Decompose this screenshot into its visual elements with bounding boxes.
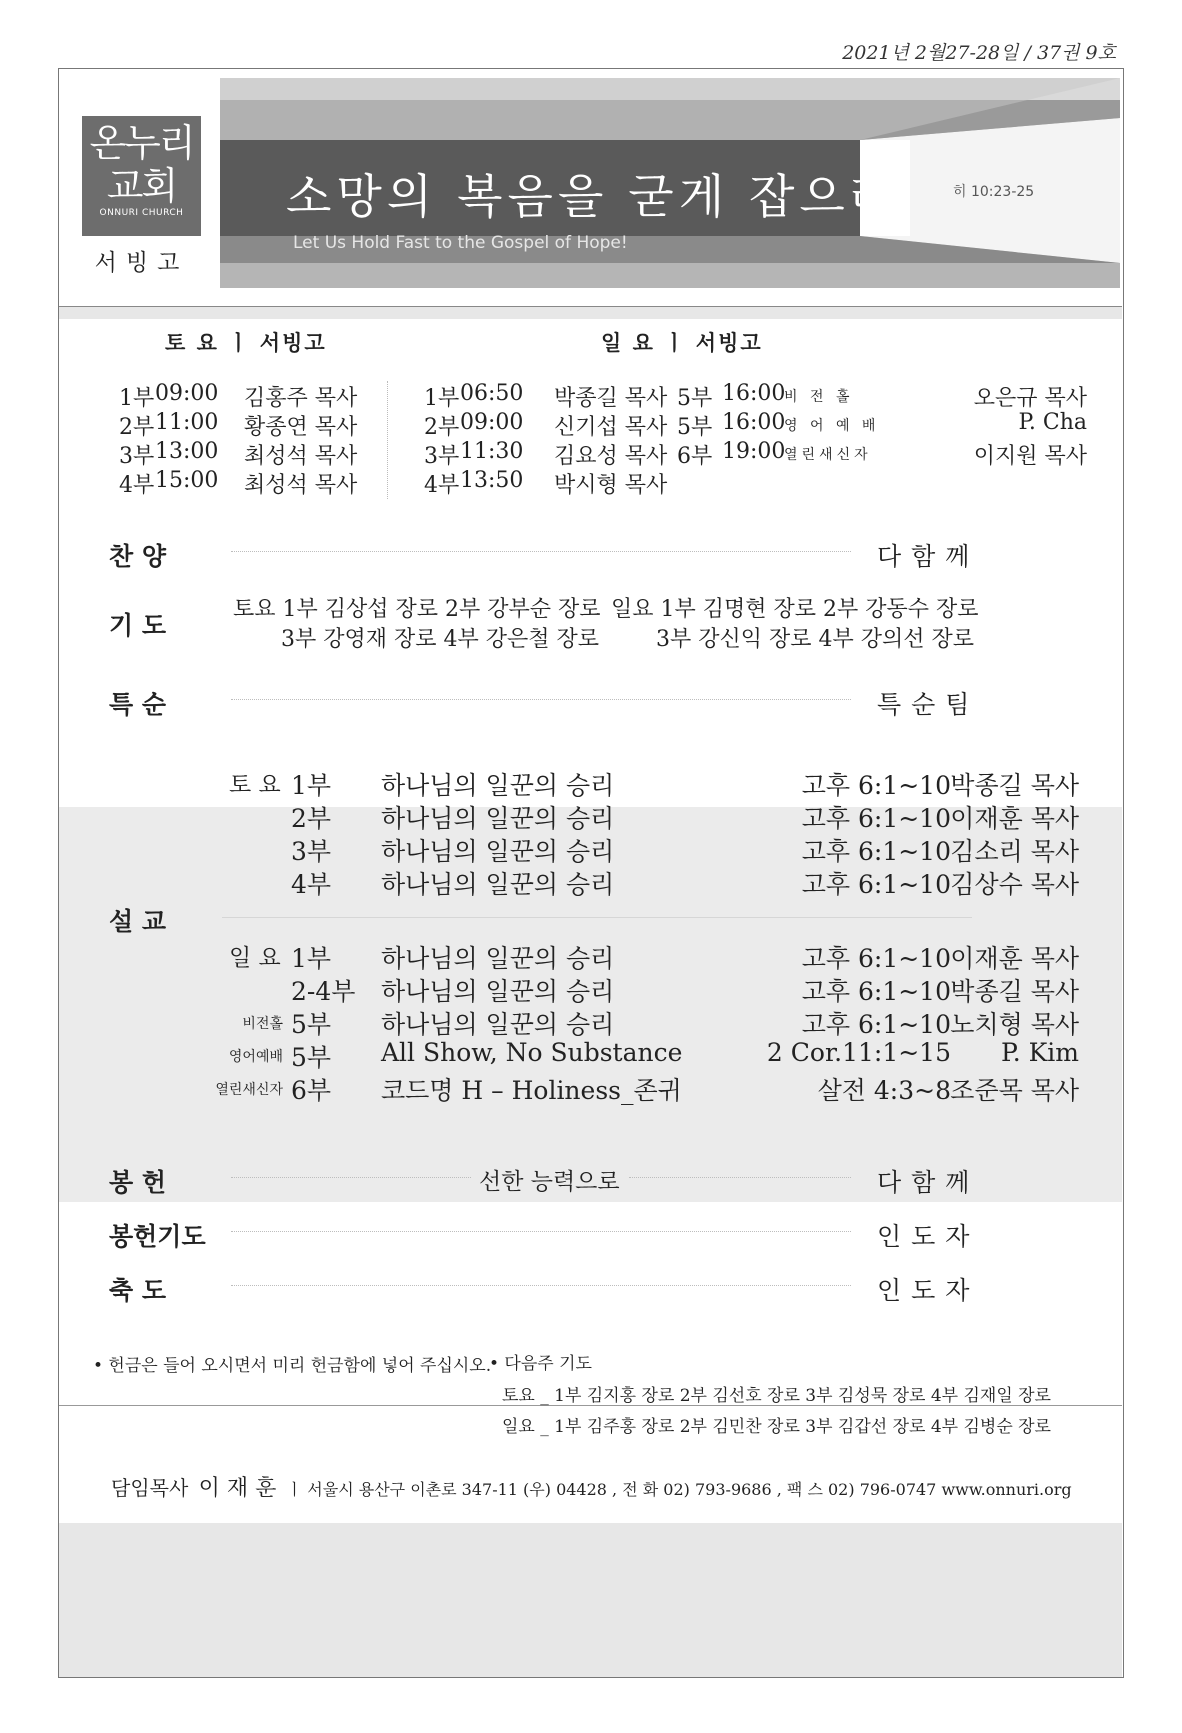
prayer-sunday-line1: 일요 1부 김명현 장로 2부 강동수 장로	[611, 597, 979, 622]
service-pastor: 신기섭 목사	[554, 415, 668, 440]
sermon-venue-tag: 열린새신자	[215, 1082, 283, 1098]
service-place: 영 어 예 배	[784, 418, 880, 434]
benediction-label: 축 도	[109, 1276, 167, 1305]
prayer-saturday-line1: 토요 1부 김상섭 장로 2부 강부순 장로	[233, 597, 601, 622]
service-pastor: 최성석 목사	[244, 473, 358, 498]
sermon-preacher: 이재훈 목사	[950, 944, 1079, 973]
service-time: 09:00	[155, 381, 219, 406]
campus-name: 서빙고	[94, 250, 189, 276]
service-time: 13:00	[155, 439, 219, 464]
sermon-preacher: 박종길 목사	[950, 771, 1079, 800]
service-pastor: 이지원 목사	[973, 444, 1087, 469]
benediction-value: 인 도 자	[877, 1276, 971, 1305]
service-time: 15:00	[155, 468, 219, 493]
offering-prayer-leader-line	[231, 1231, 851, 1232]
issue-dateline: 2021년 2월27-28일 / 37권 9호	[842, 42, 1116, 64]
sermon-part: 2부	[291, 804, 332, 833]
prayer-sunday-line2: 3부 강신익 장로 4부 강의선 장로	[656, 627, 974, 652]
service-time: 16:00	[722, 381, 786, 406]
offering-value: 다 함 께	[877, 1168, 971, 1197]
benediction-leader-line	[231, 1285, 851, 1286]
service-part: 3부	[119, 444, 155, 469]
service-pastor: 박종길 목사	[554, 386, 668, 411]
sermon-part: 5부	[291, 1010, 332, 1039]
offering-note: • 헌금은 들어 오시면서 미리 헌금함에 넣어 주십시오.	[93, 1356, 492, 1376]
sermon-text: 고후 6:1~10	[801, 977, 951, 1006]
sermon-title: 하나님의 일꾼의 승리	[381, 804, 615, 833]
service-part: 2부	[119, 415, 155, 440]
church-logo	[82, 116, 201, 236]
service-part: 5부	[677, 386, 713, 411]
sermon-divider	[222, 917, 972, 918]
sermon-series-title: 소망의 복음을 굳게 잡으라	[286, 170, 901, 225]
sermon-text: 2 Cor.11:1~15	[766, 1038, 951, 1067]
offering-prayer-value: 인 도 자	[877, 1222, 971, 1251]
praise-leader-line	[231, 551, 851, 552]
sermon-preacher: 박종길 목사	[950, 977, 1079, 1006]
service-divider	[387, 381, 388, 499]
service-pastor: 황종연 목사	[244, 415, 358, 440]
sermon-title: 하나님의 일꾼의 승리	[381, 771, 615, 800]
sermon-text: 고후 6:1~10	[801, 944, 951, 973]
header-band	[59, 307, 1122, 319]
service-pastor: 최성석 목사	[244, 444, 358, 469]
sermon-title: All Show, No Substance	[381, 1038, 683, 1067]
sermon-venue-tag: 영어예배	[228, 1049, 283, 1065]
offering-prayer-label: 봉헌기도	[109, 1222, 206, 1251]
special-music-value: 특 순 팀	[877, 690, 971, 719]
sermon-text: 고후 6:1~10	[801, 837, 951, 866]
sermon-preacher: P. Kim	[1000, 1038, 1079, 1067]
service-time: 11:30	[460, 439, 524, 464]
service-pastor: 오은규 목사	[973, 386, 1087, 411]
sermon-preacher: 조준목 목사	[950, 1076, 1079, 1105]
sermon-part: 4부	[291, 870, 332, 899]
service-time: 13:50	[460, 468, 524, 493]
service-pastor: 김홍주 목사	[244, 386, 358, 411]
service-place: 열린새신자	[784, 447, 872, 463]
sermon-preacher: 노치형 목사	[950, 1010, 1079, 1039]
offering-label: 봉 헌	[109, 1168, 167, 1197]
footer-line	[111, 1471, 1072, 1502]
footer	[59, 1523, 1122, 1677]
sunday-services-heading: 일 요 ㅣ 서빙고	[601, 330, 763, 355]
sermon-preacher: 이재훈 목사	[950, 804, 1079, 833]
offering-leader-line-left	[231, 1177, 471, 1178]
prayer-label: 기 도	[109, 611, 167, 640]
next-week-prayer-title: • 다음주 기도	[489, 1354, 592, 1374]
sermon-label: 설 교	[109, 907, 167, 936]
sermon-text: 고후 6:1~10	[801, 870, 951, 899]
service-time: 11:00	[155, 410, 219, 435]
service-part: 5부	[677, 415, 713, 440]
sermon-saturday-tag: 토 요	[229, 772, 281, 798]
sermon-preacher: 김상수 목사	[950, 870, 1079, 899]
senior-pastor-name: 이 재 훈	[198, 1476, 277, 1501]
sermon-preacher: 김소리 목사	[950, 837, 1079, 866]
saturday-services-heading: 토 요 ㅣ 서빙고	[165, 330, 327, 355]
service-time: 19:00	[722, 439, 786, 464]
service-part: 2부	[424, 415, 460, 440]
sermon-part: 5부	[291, 1043, 332, 1072]
sermon-title: 하나님의 일꾼의 승리	[381, 1010, 615, 1039]
special-leader-line	[231, 699, 851, 700]
sermon-text: 살전 4:3~8	[817, 1076, 951, 1105]
sermon-sunday-tag: 일 요	[229, 945, 281, 971]
service-part: 6부	[677, 444, 713, 469]
sermon-part: 1부	[291, 771, 332, 800]
logo-line2: 교회	[106, 164, 177, 208]
next-week-prayer-saturday: 토요 _ 1부 김지홍 장로 2부 김선호 장로 3부 김성묵 장로 4부 김재일 장로	[502, 1386, 1051, 1406]
sermon-part: 6부	[291, 1076, 332, 1105]
service-place: 비 전 홀	[784, 389, 854, 405]
sermon-title: 하나님의 일꾼의 승리	[381, 944, 615, 973]
service-time: 09:00	[460, 410, 524, 435]
sermon-part: 1부	[291, 944, 332, 973]
logo-english: ONNURI CHURCH	[99, 208, 184, 218]
sermon-title: 하나님의 일꾼의 승리	[381, 837, 615, 866]
special-music-label: 특 순	[109, 690, 167, 719]
header	[59, 69, 1122, 307]
praise-value: 다 함 께	[877, 542, 971, 571]
service-pastor: 김요성 목사	[554, 444, 668, 469]
sermon-text: 고후 6:1~10	[801, 1010, 951, 1039]
service-part: 1부	[424, 386, 460, 411]
praise-label: 찬 양	[109, 542, 167, 571]
service-part: 4부	[119, 473, 155, 498]
next-week-prayer-sunday: 일요 _ 1부 김주홍 장로 2부 김민찬 장로 3부 김갑선 장로 4부 김병순 장로	[502, 1417, 1051, 1437]
logo-line1: 온누리	[89, 121, 194, 165]
service-part: 4부	[424, 473, 460, 498]
sermon-part: 2-4부	[291, 977, 356, 1006]
senior-pastor-label: 담임목사	[111, 1476, 189, 1500]
bulletin-frame	[58, 68, 1124, 1678]
sermon-part: 3부	[291, 837, 332, 866]
service-time: 16:00	[722, 410, 786, 435]
sermon-title: 하나님의 일꾼의 승리	[381, 977, 615, 1006]
prayer-saturday-line2: 3부 강영재 장로 4부 강은철 장로	[281, 627, 599, 652]
service-time: 06:50	[460, 381, 524, 406]
service-pastor: P. Cha	[1018, 410, 1087, 435]
sermon-series-subtitle: Let Us Hold Fast to the Gospel of Hope!	[293, 233, 628, 253]
sermon-venue-tag: 비전홀	[242, 1016, 283, 1032]
service-part: 1부	[119, 386, 155, 411]
scripture-reference: 히 10:23-25	[953, 184, 1035, 200]
sermon-text: 고후 6:1~10	[801, 771, 951, 800]
offering-hymn: 선한 능력으로	[479, 1169, 620, 1195]
church-address: ㅣ 서울시 용산구 이촌로 347-11 (우) 04428 , 전 화 02) 793-9686 , 팩 스 02) 796-0747 www.onnuri.org	[286, 1480, 1072, 1499]
sermon-title: 코드명 H – Holiness_존귀	[381, 1076, 682, 1105]
service-pastor: 박시형 목사	[554, 473, 668, 498]
sermon-title: 하나님의 일꾼의 승리	[381, 870, 615, 899]
sermon-text: 고후 6:1~10	[801, 804, 951, 833]
offering-leader-line-right	[629, 1177, 851, 1178]
service-part: 3부	[424, 444, 460, 469]
